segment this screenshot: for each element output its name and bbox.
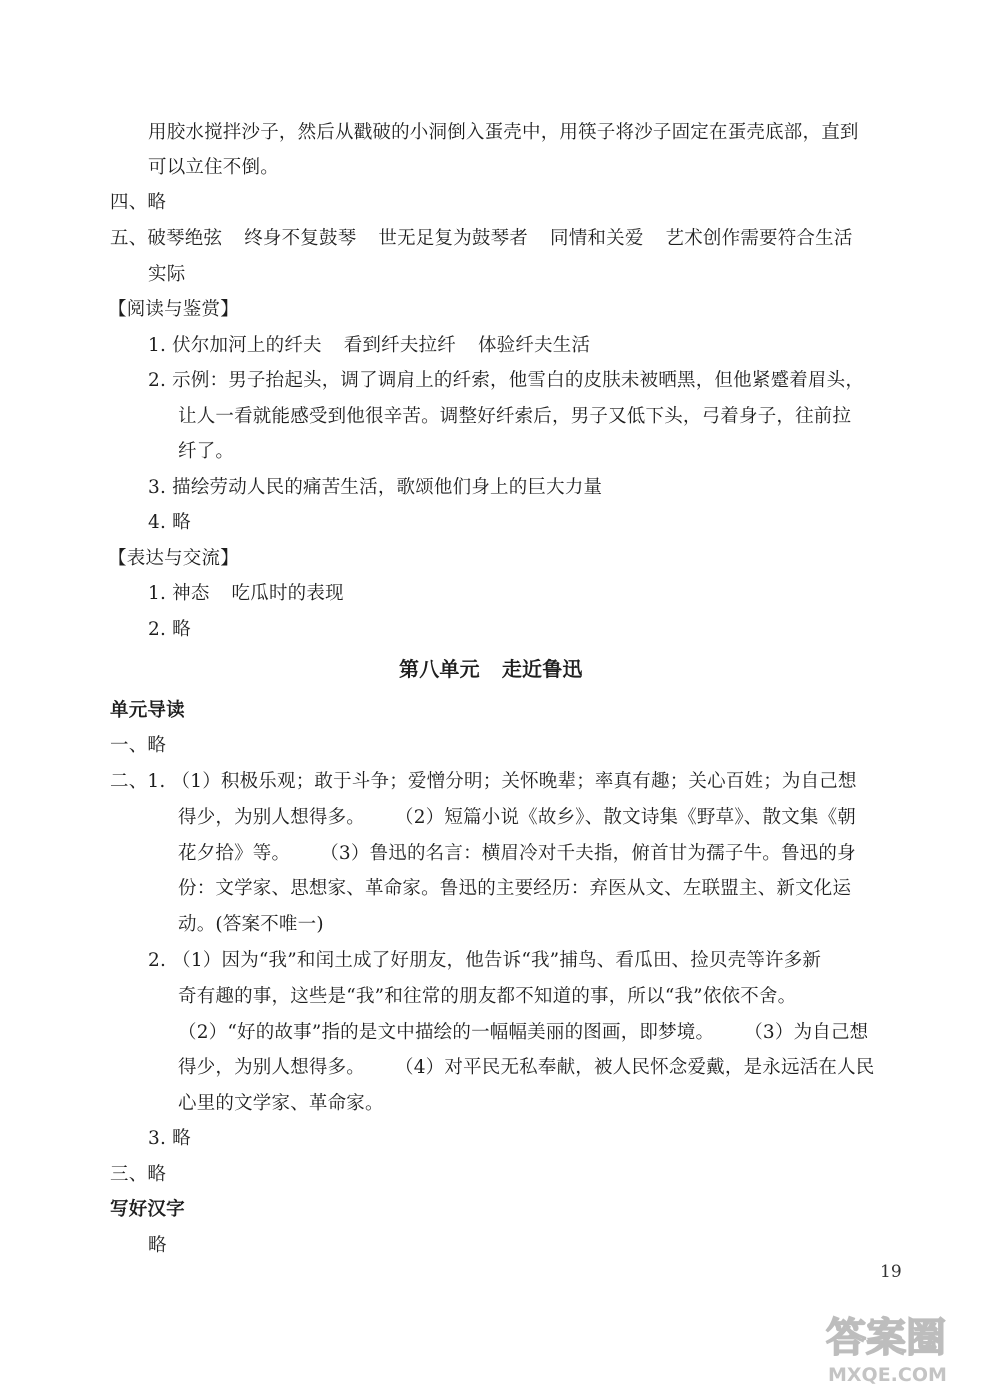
text-segment: （2）短篇小说《故乡》、散文诗集《野草》、散文集《朝	[395, 807, 856, 828]
section-heading: 【表达与交流】	[108, 548, 239, 569]
text-segment: 花夕拾》等。	[178, 843, 291, 864]
section-heading: 写好汉字	[110, 1199, 185, 1220]
text-line	[110, 226, 853, 252]
text-line	[178, 841, 856, 867]
text-line	[178, 1055, 875, 1081]
text-segment: （4）对平民无私奉献，被人民怀念爱戴，是永远活在人民	[395, 1057, 875, 1078]
text-segment: （3）为自己想	[744, 1022, 869, 1043]
watermark-icon	[820, 1305, 990, 1387]
watermark-main-text: 答案圈	[826, 1315, 946, 1361]
text-line: 3. 描绘劳动人民的痛苦生活，歌颂他们身上的巨大力量	[148, 477, 603, 498]
text-line: 2. 示例：男子抬起头，调了调肩上的纤索，他雪白的皮肤未被晒黑，但他紧蹙着眉头，	[148, 370, 865, 391]
unit-number: 第八单元	[399, 657, 480, 681]
text-segment: （2）“好的故事”指的是文中描绘的一幅幅美丽的图画，即梦境。	[178, 1022, 715, 1043]
text-segment: 五、破琴绝弦	[110, 228, 223, 249]
text-segment: （3）鲁迅的名言：横眉冷对千夫指，俯首甘为孺子牛。鲁迅的身	[320, 843, 856, 864]
text-line: 四、略	[110, 192, 167, 213]
text-line: 用胶水搅拌沙子，然后从戳破的小洞倒入蛋壳中，用筷子将沙子固定在蛋壳底部，直到	[148, 122, 859, 143]
text-line: 心里的文学家、革命家。	[178, 1093, 384, 1114]
text-segment: 得少，为别人想得多。	[178, 807, 366, 828]
unit-title	[399, 656, 583, 682]
text-segment: 终身不复鼓琴	[244, 228, 357, 249]
text-line: 份：文学家、思想家、革命家。鲁迅的主要经历：弃医从文、左联盟主、新文化运	[178, 878, 852, 899]
text-line: 一、略	[110, 735, 167, 756]
page-number: 19	[880, 1262, 902, 1282]
text-line	[178, 805, 856, 831]
text-segment: 世无足复为鼓琴者	[378, 228, 529, 249]
text-line: 2. 略	[148, 619, 191, 640]
text-line: 略	[148, 1235, 167, 1256]
text-line: 可以立住不倒。	[148, 157, 279, 178]
text-line: 3. 略	[148, 1128, 191, 1149]
text-segment: 看到纤夫拉纤	[343, 335, 456, 356]
text-segment: 吃瓜时的表现	[231, 583, 344, 604]
text-segment: 1. 神态	[148, 583, 210, 604]
text-segment: 1. 伏尔加河上的纤夫	[148, 335, 322, 356]
text-line: 三、略	[110, 1164, 167, 1185]
text-line: 实际	[148, 264, 186, 285]
text-line	[178, 1020, 868, 1046]
text-line: 让人一看就能感受到他很辛苦。调整好纤索后，男子又低下头，弓着身子，往前拉	[178, 406, 852, 427]
text-line: 奇有趣的事，这些是“我”和往常的朋友都不知道的事，所以“我”依依不舍。	[178, 986, 797, 1007]
text-segment: 得少，为别人想得多。	[178, 1057, 366, 1078]
text-line	[148, 333, 590, 359]
watermark-logo	[820, 1305, 990, 1387]
unit-name: 走近鲁迅	[501, 657, 583, 681]
text-line: 纤了。	[178, 441, 235, 462]
text-line: 动。(答案不唯一)	[178, 914, 324, 935]
text-segment: 同情和关爱	[550, 228, 644, 249]
section-heading: 单元导读	[110, 700, 185, 721]
text-line: 2. （1）因为“我”和闰土成了好朋友，他告诉“我”捕鸟、看瓜田、捡贝壳等许多新	[148, 950, 822, 971]
text-line: 二、1. （1）积极乐观；敢于斗争；爱憎分明；关怀晚辈；率真有趣；关心百姓；为自己想	[110, 771, 857, 792]
text-line	[148, 581, 344, 607]
watermark-url-text: MXQE.COM	[828, 1364, 947, 1386]
text-segment: 体验纤夫生活	[477, 335, 591, 356]
section-heading: 【阅读与鉴赏】	[108, 299, 239, 320]
text-line: 4. 略	[148, 512, 191, 533]
text-segment: 艺术创作需要符合生活	[665, 228, 853, 249]
